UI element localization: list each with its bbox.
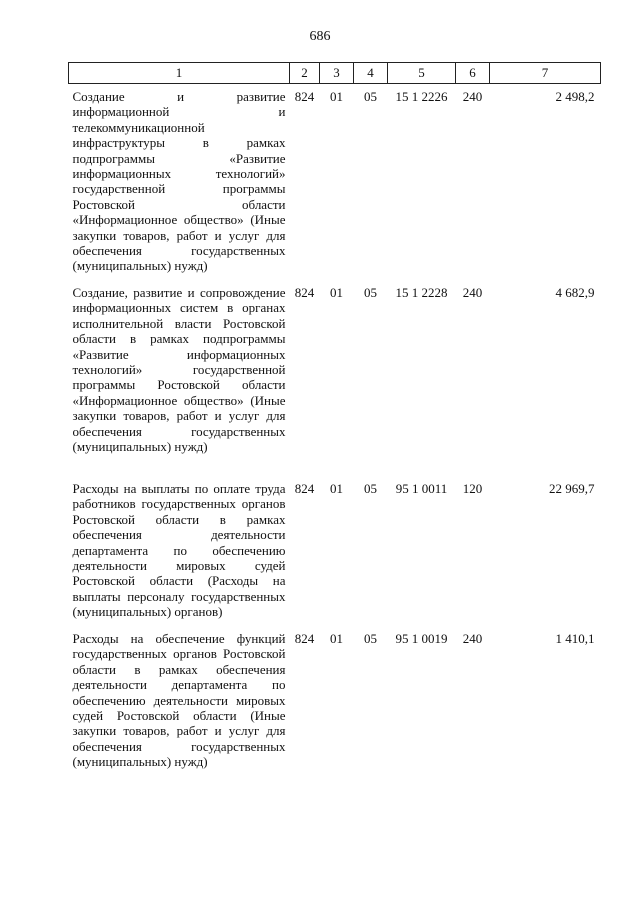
section-cell: 01 — [330, 284, 343, 300]
column-header: 3 — [320, 63, 354, 84]
section-cell: 01 — [330, 630, 343, 646]
subsection-cell: 05 — [364, 89, 377, 104]
column-header: 5 — [388, 63, 456, 84]
expense-name-cell: Расходы на выплаты по оплате труда работников государственных органов Ростовской области в рамках обеспечения деятельности департамента по обеспечению деятельности мировых судей Ростовской области (Расходы на выплаты персоналу государственных (муниципальных) органов) — [72, 480, 286, 620]
expense-type-cell: 120 — [462, 480, 483, 496]
target-cell: 15 1 2226 — [395, 89, 448, 104]
code-cell: 824 — [294, 284, 315, 300]
page-number: 686 — [309, 29, 331, 44]
expense-name-cell: Создание, развитие и сопровождение информационных систем в органах исполнительной власти Ростовской области в рамках подпрограммы «Развитие информационных технологий» государственной программы Ростовской области «Информационное общество» (Иные закупки товаров, работ и услуг для обеспечения государственных (муниципальных) нужд) — [72, 284, 286, 454]
section-cell: 01 — [330, 89, 343, 104]
subsection-cell: 05 — [364, 284, 377, 300]
budget-table — [68, 62, 601, 801]
code-cell: 824 — [294, 480, 315, 496]
table-header-row — [69, 63, 601, 84]
expense-type-cell: 240 — [462, 630, 483, 646]
target-cell: 15 1 2228 — [395, 284, 448, 300]
table-row — [69, 626, 601, 801]
column-header: 2 — [290, 63, 320, 84]
code-cell: 824 — [294, 89, 315, 104]
column-header: 7 — [490, 63, 601, 84]
target-cell: 95 1 0011 — [395, 480, 448, 496]
column-header: 1 — [69, 63, 290, 84]
expense-type-cell: 240 — [462, 284, 483, 300]
table-row — [69, 476, 601, 626]
amount-cell: 2 498,2 — [555, 89, 595, 104]
expense-type-cell: 240 — [462, 89, 483, 104]
amount-cell: 22 969,7 — [549, 480, 595, 496]
amount-cell: 1 410,1 — [555, 630, 595, 646]
expense-name-cell: Расходы на обеспечение функций государственных органов Ростовской области в рамках обеспечения деятельности департамента по обеспечению деятельности мировых судей Ростовской области (Иные закупки товаров, работ и услуг для обеспечения государственных (муниципальных) нужд) — [72, 630, 286, 770]
code-cell: 824 — [294, 630, 315, 646]
subsection-cell: 05 — [364, 480, 377, 496]
column-header: 4 — [354, 63, 388, 84]
table-row — [69, 280, 601, 476]
amount-cell: 4 682,9 — [555, 284, 595, 300]
expense-name-cell: Создание и развитие информационной и телекоммуникационной инфраструктуры в рамках подпрограммы «Развитие информационных технологий» государственной программы Ростовской области «Информационное общество» (Иные закупки товаров, работ и услуг для обеспечения государственных (муниципальных) нужд) — [72, 89, 286, 274]
subsection-cell: 05 — [364, 630, 377, 646]
section-cell: 01 — [330, 480, 343, 496]
target-cell: 95 1 0019 — [395, 630, 448, 646]
table-row — [69, 84, 601, 280]
column-header: 6 — [456, 63, 490, 84]
